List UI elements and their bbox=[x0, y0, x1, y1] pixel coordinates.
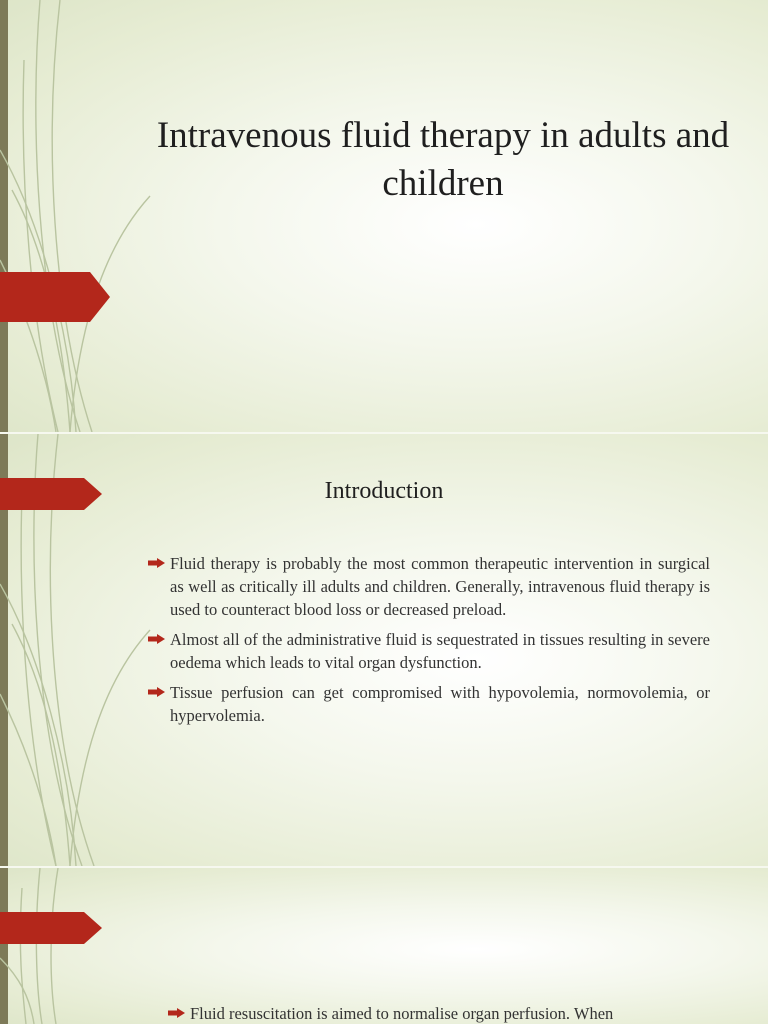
continuation-slide bbox=[0, 868, 768, 1024]
bullet-list bbox=[148, 552, 710, 734]
title-slide bbox=[0, 0, 768, 432]
slide-title: Intravenous fluid therapy in adults and children bbox=[156, 115, 730, 204]
bullet-text: Tissue perfusion can get compromised with hypovolemia, normovolemia, or hypervolemia. bbox=[170, 683, 710, 725]
bullet-text: Fluid therapy is probably the most common therapeutic intervention in surgical as well as critically ill adults and children. Generally, intravenous fluid therapy is used to counteract blood loss or decreased preload. bbox=[170, 554, 710, 619]
arrow-bullet-icon bbox=[148, 687, 165, 697]
arrow-bullet-icon bbox=[148, 634, 165, 644]
bullet-item bbox=[148, 552, 710, 621]
bullet-item bbox=[148, 681, 710, 727]
decorative-swoosh-lines bbox=[0, 868, 200, 1024]
red-arrow-tab bbox=[0, 912, 104, 944]
introduction-slide bbox=[0, 434, 768, 866]
bullet-item bbox=[148, 628, 710, 674]
bullet-list bbox=[168, 1002, 720, 1024]
bullet-text: Almost all of the administrative fluid is sequestrated in tissues resulting in severe oedema which leads to vital organ dysfunction. bbox=[170, 630, 710, 672]
slide-heading: Introduction bbox=[324, 478, 444, 504]
bullet-item bbox=[168, 1002, 720, 1024]
bullet-text: Fluid resuscitation is aimed to normalise organ perfusion. When bbox=[190, 1004, 614, 1023]
red-arrow-tab bbox=[0, 272, 112, 322]
decorative-swoosh-lines bbox=[0, 0, 200, 432]
arrow-bullet-icon bbox=[168, 1008, 185, 1018]
arrow-bullet-icon bbox=[148, 558, 165, 568]
